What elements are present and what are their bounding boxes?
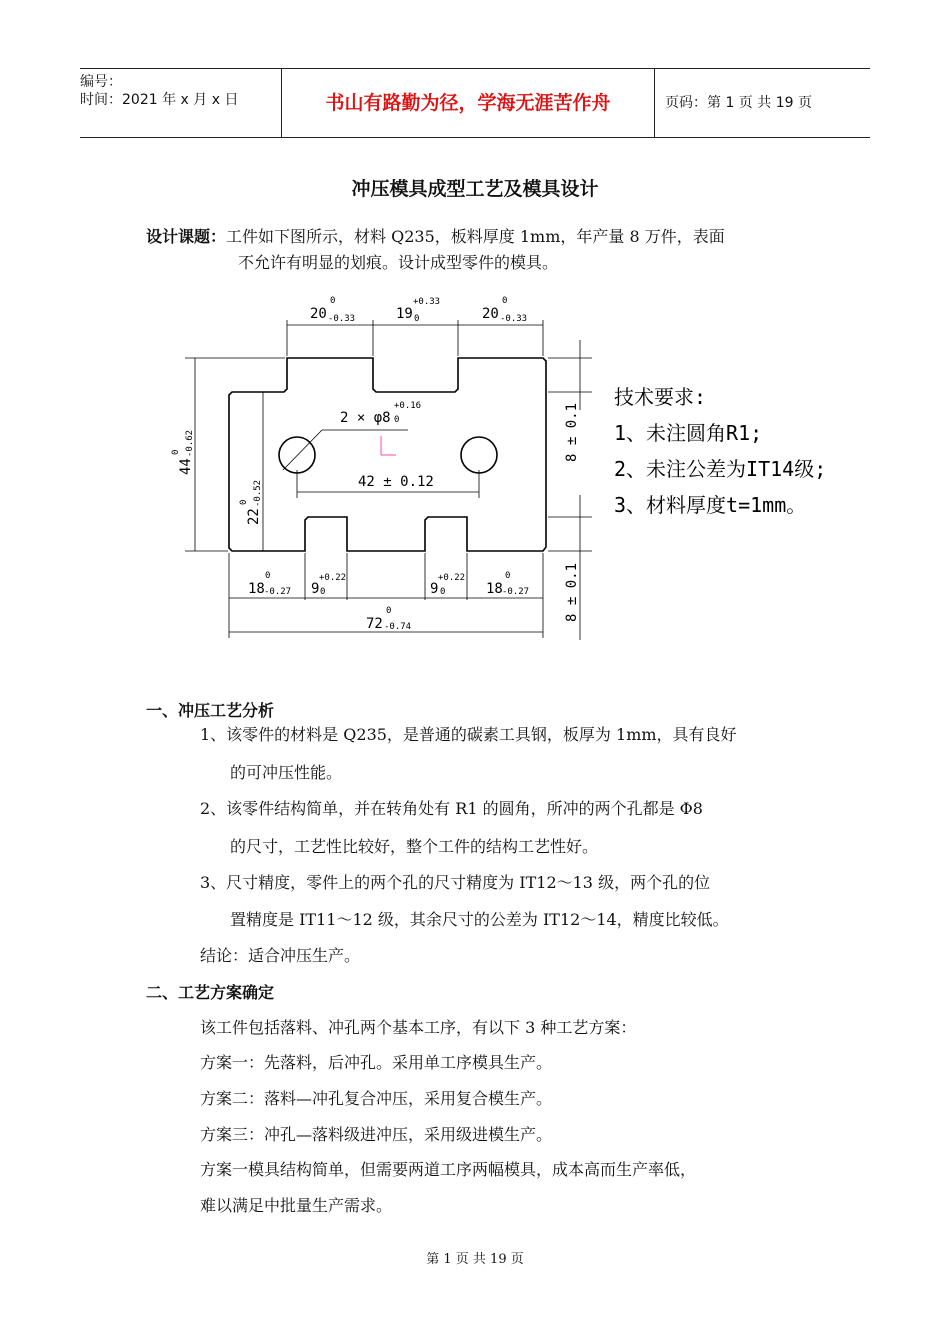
svg-text:0: 0 — [386, 606, 392, 616]
axis-marker — [381, 436, 396, 455]
svg-text:0: 0 — [394, 415, 400, 425]
section2-heading: 二、工艺方案确定 — [146, 983, 275, 1002]
svg-text:-0.74: -0.74 — [384, 622, 412, 632]
section1-conclusion: 结论：适合冲压生产。 — [200, 946, 361, 965]
time-label: 时间：2021 年 x 月 x 日 — [80, 92, 239, 108]
section2-line: 方案二：落料—冲孔复合冲压，采用复合模生产。 — [200, 1089, 553, 1108]
svg-text:0: 0 — [320, 587, 326, 597]
dim-top-left: 20 — [310, 306, 327, 322]
svg-text:-0.52: -0.52 — [253, 479, 263, 507]
svg-text:0: 0 — [440, 587, 446, 597]
svg-text:0: 0 — [505, 571, 511, 581]
dim-right-bottom: 8 ± 0.1 — [564, 562, 580, 622]
svg-text:-0.33: -0.33 — [328, 314, 356, 324]
topic-line-2: 不允许有明显的划痕。设计成型零件的模具。 — [238, 253, 559, 272]
motto: 书山有路勤为径，学海无涯苦作舟 — [281, 69, 655, 137]
part-drawing — [0, 290, 950, 650]
section2-line: 方案一模具结构简单，但需要两道工序两幅模具，成本高而生产率低， — [200, 1160, 697, 1179]
svg-text:+0.22: +0.22 — [438, 573, 466, 583]
tech-item-3: 3、材料厚度t=1mm。 — [614, 493, 807, 517]
svg-text:-0.27: -0.27 — [264, 587, 292, 597]
dim-total-width: 72 — [366, 616, 383, 632]
page-header — [80, 68, 870, 138]
svg-text:-0.33: -0.33 — [500, 314, 528, 324]
dim-lower-height: 22 — [246, 508, 262, 525]
section2-line: 方案一：先落料，后冲孔。采用单工序模具生产。 — [200, 1053, 553, 1072]
section1-line: 的尺寸，工艺性比较好，整个工件的结构工艺性好。 — [230, 837, 599, 856]
svg-text:0: 0 — [330, 296, 336, 306]
page-footer: 第 1 页 共 19 页 — [426, 1252, 524, 1267]
svg-text:0: 0 — [171, 449, 181, 455]
svg-text:-0.27: -0.27 — [502, 587, 530, 597]
section1-line: 的可冲压性能。 — [230, 763, 343, 782]
svg-text:0: 0 — [502, 296, 508, 306]
section2-line: 该工件包括落料、冲孔两个基本工序，有以下 3 种工艺方案： — [200, 1018, 637, 1037]
svg-text:+0.33: +0.33 — [413, 297, 441, 307]
dim-right-top: 8 ± 0.1 — [564, 402, 580, 462]
topic-line-1: 工件如下图所示，材料 Q235，板料厚度 1mm，年产量 8 万件，表面 — [226, 227, 725, 246]
design-topic — [146, 224, 826, 276]
svg-text:+0.16: +0.16 — [394, 401, 422, 411]
dim-slot-right: 9 — [430, 581, 439, 597]
section1-line: 2、该零件结构简单，并在转角处有 R1 的圆角，所冲的两个孔都是 Φ8 — [200, 799, 703, 818]
section1-line: 1、该零件的材料是 Q235，是普通的碳素工具钢，板厚为 1mm，具有良好 — [200, 725, 737, 744]
section1-line: 置精度是 IT11～12 级，其余尺寸的公差为 IT12～14，精度比较低。 — [230, 910, 729, 929]
section2-line: 难以满足中批量生产需求。 — [200, 1196, 393, 1215]
number-label: 编号： — [80, 74, 122, 90]
tech-title: 技术要求: — [614, 385, 707, 409]
dim-slot-left: 9 — [311, 581, 320, 597]
section1-heading: 一、冲压工艺分析 — [146, 701, 275, 720]
dim-hole-spacing: 42 ± 0.12 — [358, 474, 434, 490]
dim-top-right: 20 — [482, 306, 499, 322]
section1-line: 3、尺寸精度，零件上的两个孔的尺寸精度为 IT12～13 级，两个孔的位 — [200, 873, 711, 892]
svg-text:0: 0 — [239, 499, 249, 505]
header-info — [80, 69, 280, 141]
dim-height: 44 — [178, 458, 194, 475]
tech-item-2: 2、未注公差为IT14级; — [614, 457, 827, 481]
hole-right — [461, 437, 497, 473]
dim-hole: 2 × φ8 — [340, 410, 391, 426]
topic-label: 设计课题： — [146, 227, 227, 246]
dim-top-mid: 19 — [396, 306, 413, 322]
section2-line: 方案三：冲孔—落料级进冲压，采用级进模生产。 — [200, 1125, 553, 1144]
document-title: 冲压模具成型工艺及模具设计 — [351, 178, 599, 200]
svg-text:0: 0 — [265, 571, 271, 581]
page-label: 页码：第 1 页 共 19 页 — [665, 95, 812, 111]
svg-text:0: 0 — [414, 314, 420, 324]
tech-item-1: 1、未注圆角R1; — [614, 421, 763, 445]
tech-requirements — [614, 385, 826, 517]
dim-bottom-left: 18 — [248, 581, 265, 597]
dim-bottom-right: 18 — [486, 581, 503, 597]
svg-text:-0.62: -0.62 — [185, 429, 195, 457]
svg-text:+0.22: +0.22 — [319, 573, 347, 583]
